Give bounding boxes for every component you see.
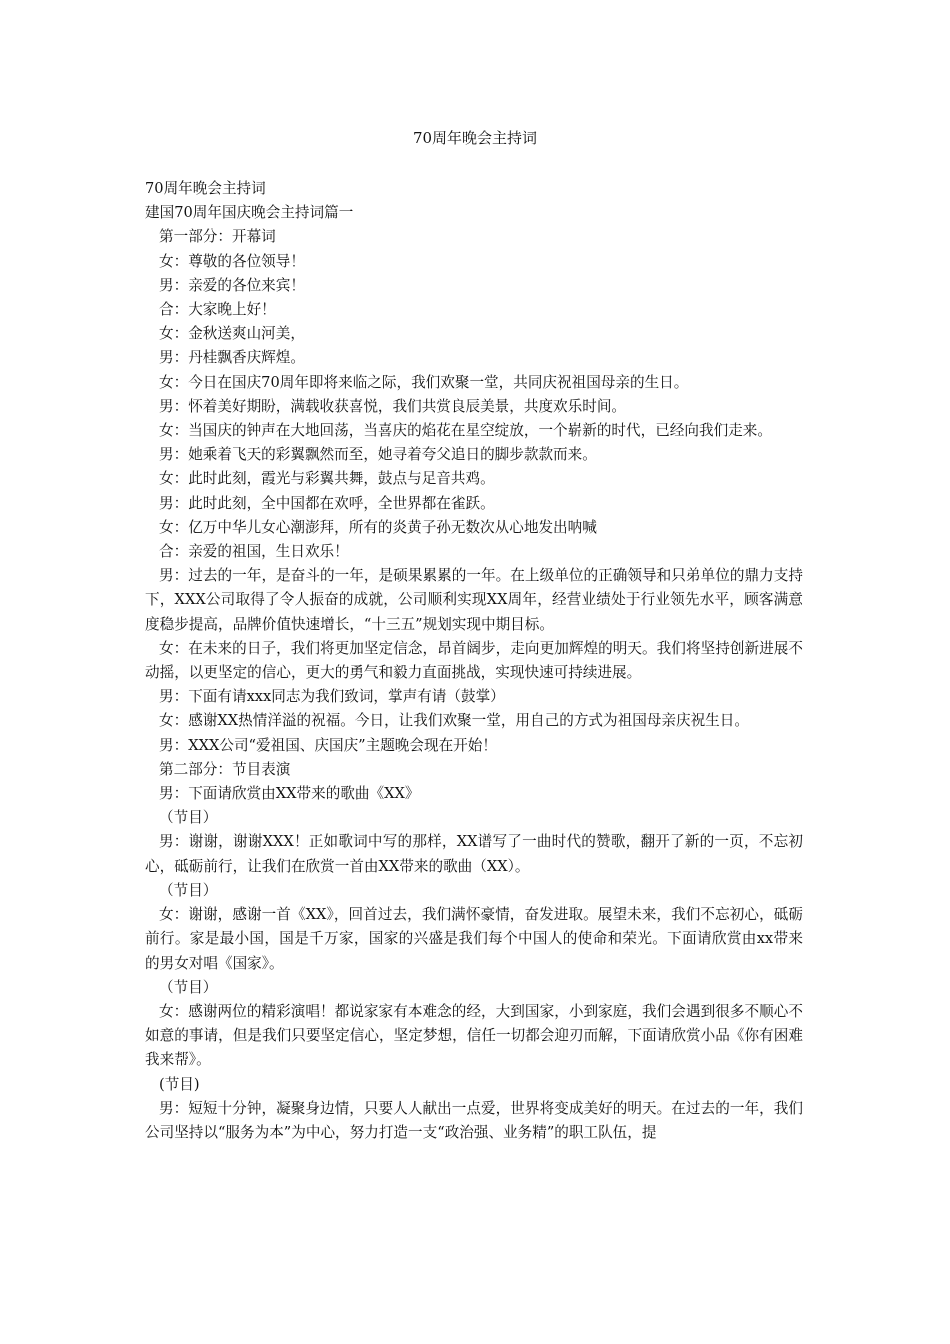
paragraph: 女：当国庆的钟声在大地回荡，当喜庆的焰花在星空绽放，一个崭新的时代，已经向我们走来。 [159,422,772,440]
paragraph: （节目） [159,809,218,827]
paragraph: 男：谢谢，谢谢XXX！正如歌词中写的那样，XX谱写了一曲时代的赞歌，翻开了新的一页，不忘初心，砥砺前行，让我们在欣赏一首由XX带来的歌曲（XX）。 [145,833,803,875]
paragraph: 女：亿万中华儿女心潮澎拜，所有的炎黄子孙无数次从心地发出呐喊 [159,518,597,536]
paragraph: 男：亲爱的各位来宾！ [159,276,305,294]
paragraph: 女：谢谢，感谢一首《XX》，回首过去，我们满怀豪情，奋发进取。展望未来，我们不忘初心，砥砺前行。家是最小国，国是千万家，国家的兴盛是我们每个中国人的使命和荣光。下面请欣赏由xx带来的男女对唱《国家》。 [145,906,803,972]
paragraph: 男：她乘着飞天的彩翼飘然而至，她寻着夸父追日的脚步款款而来。 [159,446,597,464]
paragraph: 合：大家晚上好！ [159,301,276,319]
paragraph: 女：在未来的日子，我们将更加坚定信念，昂首阔步，走向更加辉煌的明天。我们将坚持创新进展不动摇，以更坚定的信心，更大的勇气和毅力直面挑战，实现快速可持续进展。 [145,639,803,682]
paragraph: 女：感谢两位的精彩演唱！都说家家有本难念的经，大到国家，小到家庭，我们会遇到很多不顺心不如意的事请，但是我们只要坚定信心，坚定梦想，信任一切都会迎刃而解，下面请欣赏小品《你有困难我来帮》。 [145,1002,803,1069]
paragraph: 男：短短十分钟，凝聚身边情，只要人人献出一点爱，世界将变成美好的明天。在过去的一年，我们公司坚持以“服务为本”为中心，努力打造一支“政治强、业务精”的职工队伍，提 [145,1099,803,1141]
paragraph: 男：过去的一年，是奋斗的一年，是硕果累累的一年。在上级单位的正确领导和只弟单位的鼎力支持下，XXX公司取得了令人振奋的成就，公司顺利实现XX周年，经营业绩处于行业领先水平，顾客满意度稳步提高，品牌价值快速增长，“十三五”规划实现中期目标。 [145,567,803,633]
paragraph: 男：此时此刻，全中国都在欢呼，全世界都在雀跃。 [159,494,495,512]
document-title: 70周年晚会主持词 [412,129,538,147]
paragraph: 70周年晚会主持词 [145,180,266,197]
document-body [145,177,803,1145]
paragraph: 建国70周年国庆晚会主持词篇一 [145,204,354,222]
paragraph: 女：今日在国庆70周年即将来临之际，我们欢聚一堂，共同庆祝祖国母亲的生日。 [159,373,689,391]
paragraph: （节目） [159,881,218,899]
paragraph: （节目） [159,978,218,996]
paragraph: 男：丹桂飘香庆辉煌。 [159,349,305,367]
paragraph: 第二部分：节目表演 [159,760,291,778]
paragraph: 男：怀着美好期盼，满载收获喜悦，我们共赏良辰美景，共度欢乐时间。 [159,397,627,415]
paragraph: 女：尊敬的各位领导！ [159,252,305,270]
paragraph: 男：下面有请xxx同志为我们致词，掌声有请（鼓掌） [159,688,505,706]
paragraph: (节目) [159,1075,200,1093]
paragraph: 女：感谢XX热情洋溢的祝福。今日，让我们欢聚一堂，用自己的方式为祖国母亲庆祝生日。 [159,712,749,730]
paragraph: 第一部分：开幕词 [159,228,276,246]
paragraph: 合：亲爱的祖国，生日欢乐！ [159,543,349,561]
paragraph: 女：金秋送爽山河美， [159,325,305,343]
paragraph: 女：此时此刻，霞光与彩翼共舞，鼓点与足音共鸡。 [159,470,495,488]
paragraph: 男：XXX公司“爱祖国、庆国庆”主题晚会现在开始！ [159,736,497,754]
paragraph: 男：下面请欣赏由XX带来的歌曲《XX》 [159,785,420,803]
